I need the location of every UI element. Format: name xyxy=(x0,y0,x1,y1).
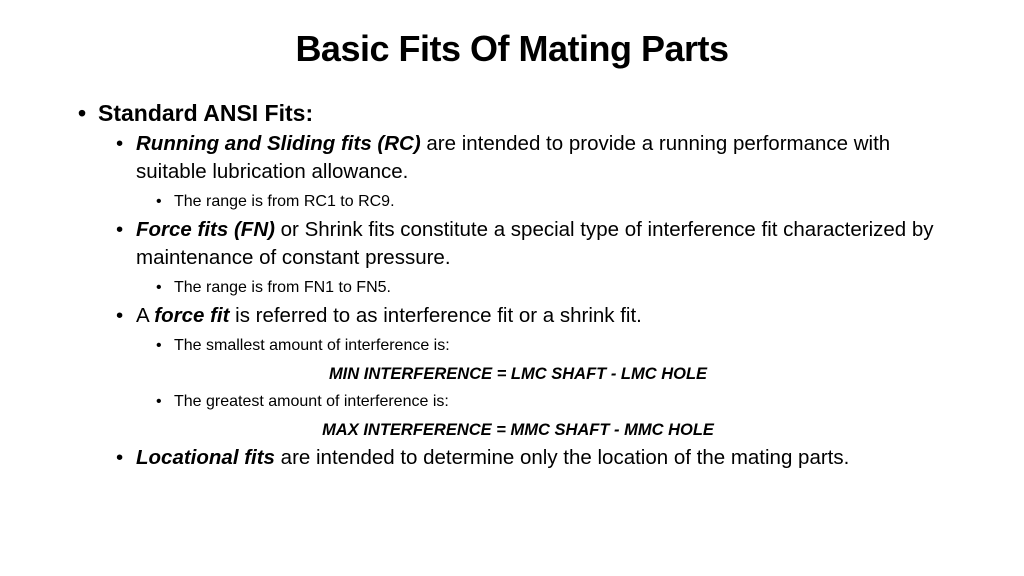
item-text: are intended to determine only the location of the mating parts. xyxy=(274,446,850,469)
term-force-fit: force fit xyxy=(154,304,230,327)
sub-item-greatest-interference xyxy=(156,390,958,414)
item-text: are intended to provide a running performance with suitable lubrication allowance. xyxy=(136,132,891,183)
bullet-icon: • xyxy=(156,279,162,296)
sub-item-text: The range is from FN1 to FN5. xyxy=(174,279,391,296)
sub-item-text: The smallest amount of interference is: xyxy=(174,337,450,354)
sub-item-text: The range is from RC1 to RC9. xyxy=(174,193,395,210)
sub-item-smallest-interference xyxy=(156,334,958,358)
slide-title: Basic Fits Of Mating Parts xyxy=(295,28,729,69)
term-force-fits-fn: Force fits (FN) xyxy=(136,218,275,241)
bullet-icon: • xyxy=(116,132,124,155)
sub-item-text: The greatest amount of interference is: xyxy=(174,393,449,410)
bullet-icon: • xyxy=(156,337,162,354)
formula-min-interference: MIN INTERFERENCE = LMC SHAFT - LMC HOLE xyxy=(328,365,708,383)
sub-item-rc-range xyxy=(156,190,958,214)
formula-max-interference: MAX INTERFERENCE = MMC SHAFT - MMC HOLE xyxy=(322,421,714,439)
list-item-locational-fits xyxy=(116,444,958,472)
bullet-icon: • xyxy=(156,193,162,210)
bullet-icon: • xyxy=(116,446,124,469)
heading-text: Standard ANSI Fits: xyxy=(98,100,314,126)
list-item-force-fit xyxy=(116,302,958,330)
bullet-icon: • xyxy=(116,218,124,241)
item-text: is referred to as interference fit or a shrink fit. xyxy=(229,304,642,327)
bullet-icon: • xyxy=(78,100,87,126)
bullet-icon: • xyxy=(116,304,124,327)
term-running-fits: Running and Sliding fits (RC) xyxy=(136,132,421,155)
term-locational-fits: Locational fits xyxy=(136,446,275,469)
item-text: or Shrink fits constitute a special type of interference fit characterized by maintenance of constant pressure. xyxy=(136,218,934,269)
item-prefix: A xyxy=(136,304,155,327)
bullet-list xyxy=(78,98,958,472)
bullet-icon: • xyxy=(156,393,162,410)
list-item-force-fits-fn xyxy=(116,216,958,272)
sub-item-fn-range xyxy=(156,276,958,300)
bullet-heading xyxy=(78,98,958,128)
list-item-running-fits xyxy=(116,130,958,186)
